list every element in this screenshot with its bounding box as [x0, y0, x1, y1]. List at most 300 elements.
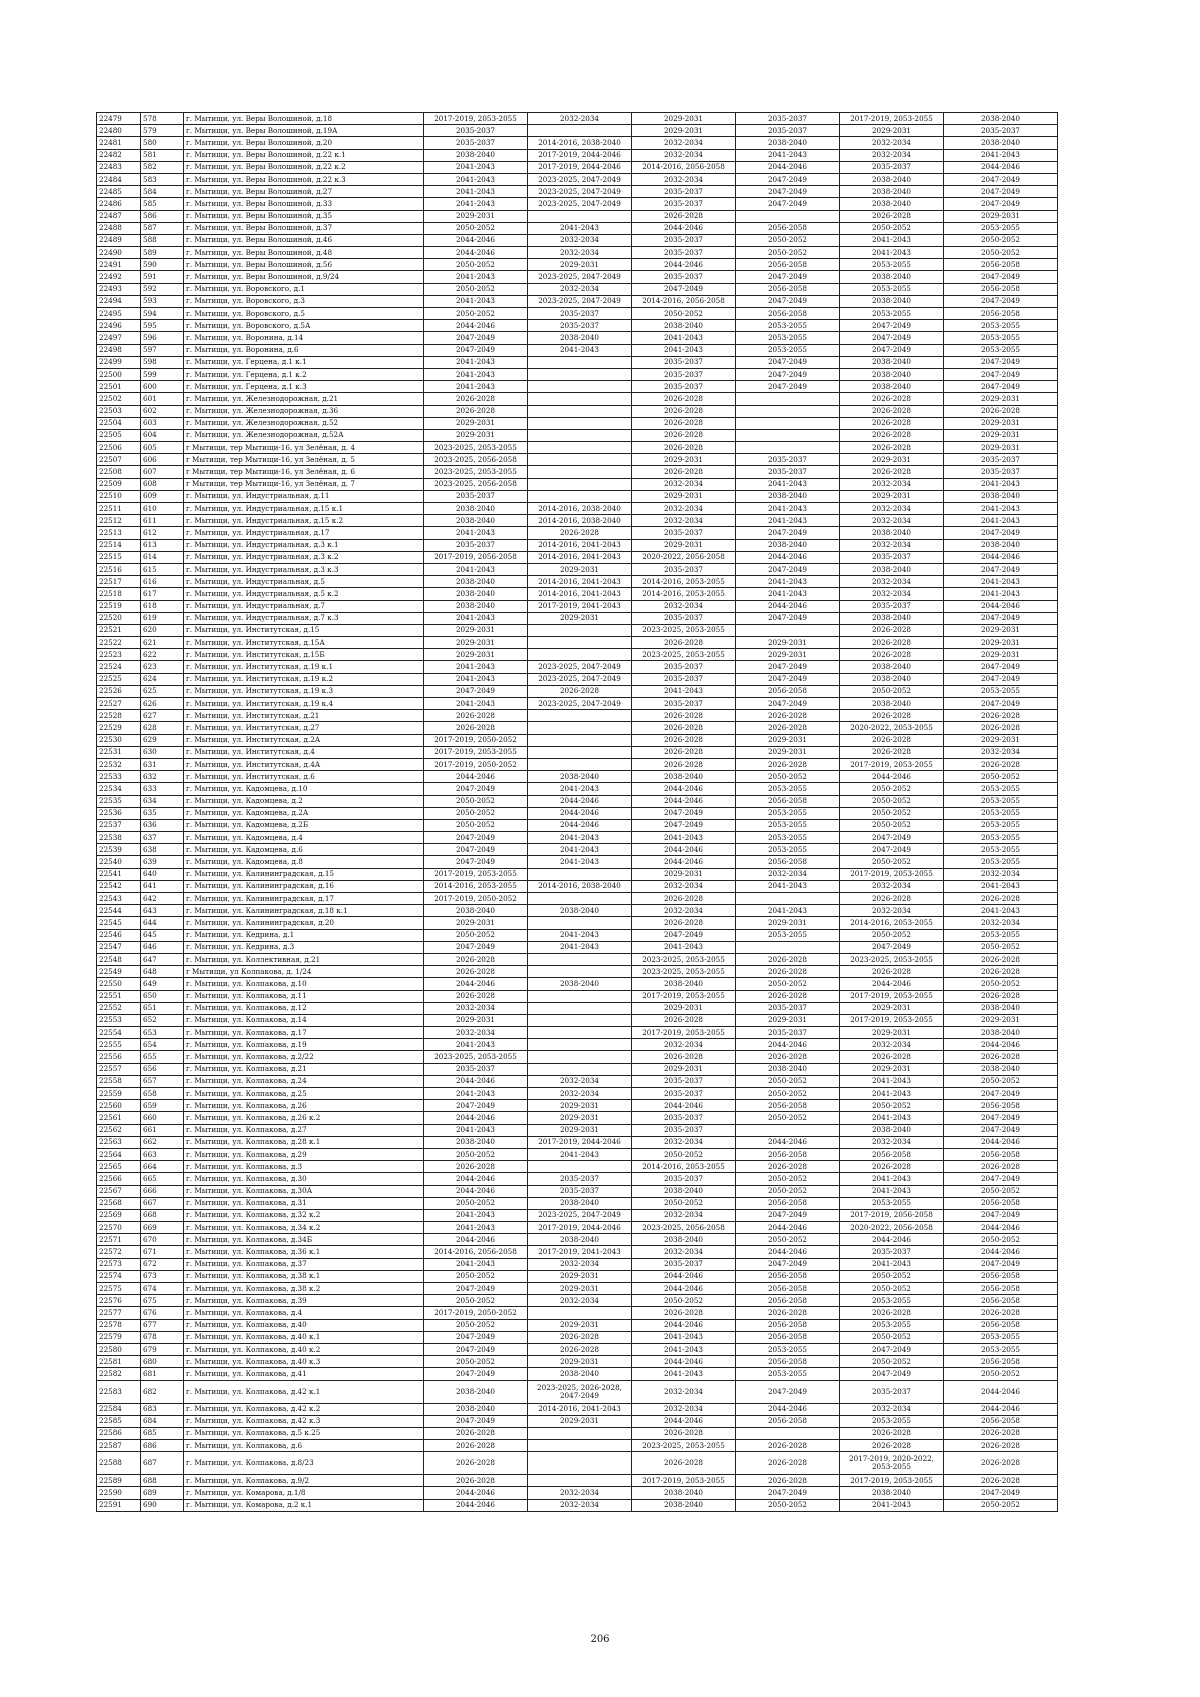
cell-row-number: 22585 — [97, 1415, 141, 1427]
cell-period-col-1: 2014-2016, 2056-2058 — [424, 1246, 528, 1258]
cell-period-col-3: 2026-2028 — [632, 893, 736, 905]
cell-period-col-5: 2038-2040 — [840, 698, 944, 710]
cell-row-number: 22490 — [97, 247, 141, 259]
cell-row-number: 22545 — [97, 917, 141, 929]
cell-row-number: 22586 — [97, 1427, 141, 1439]
cell-period-col-1: 2050-2052 — [424, 819, 528, 831]
cell-address: г. Мытищи, ул. Индустриальная, д.5 — [184, 576, 424, 588]
table-row — [97, 356, 1058, 368]
cell-item-number: 634 — [141, 795, 184, 807]
cell-period-col-1: 2047-2049 — [424, 856, 528, 868]
table-row — [97, 417, 1058, 429]
cell-address: г. Мытищи, ул. Кадомцева, д.2А — [184, 807, 424, 819]
table-row — [97, 917, 1058, 929]
table-row — [97, 1112, 1058, 1124]
cell-period-col-3: 2044-2046 — [632, 856, 736, 868]
cell-period-col-2: 2023-2025, 2047-2049 — [528, 186, 632, 198]
cell-item-number: 580 — [141, 137, 184, 149]
cell-period-col-1: 2026-2028 — [424, 722, 528, 734]
cell-period-col-6: 2056-2058 — [944, 1100, 1058, 1112]
table-row — [97, 807, 1058, 819]
cell-period-col-1: 2014-2016, 2053-2055 — [424, 880, 528, 892]
cell-address: г. Мытищи, ул. Кадомцева, д.2Б — [184, 819, 424, 831]
cell-period-col-4: 2053-2055 — [736, 832, 840, 844]
table-row — [97, 685, 1058, 697]
table-row — [97, 1051, 1058, 1063]
cell-period-col-1: 2017-2019, 2050-2052 — [424, 893, 528, 905]
cell-period-col-1: 2038-2040 — [424, 1380, 528, 1403]
cell-period-col-4: 2047-2049 — [736, 198, 840, 210]
cell-period-col-6: 2047-2049 — [944, 673, 1058, 685]
cell-address: г. Мытищи, ул. Веры Волошиной, д.9/24 — [184, 271, 424, 283]
cell-period-col-2: 2026-2028 — [528, 1343, 632, 1355]
cell-row-number: 22515 — [97, 551, 141, 563]
cell-period-col-5: 2035-2037 — [840, 551, 944, 563]
cell-period-col-5: 2032-2034 — [840, 539, 944, 551]
cell-period-col-3: 2038-2040 — [632, 978, 736, 990]
cell-period-col-3: 2026-2028 — [632, 417, 736, 429]
table-row — [97, 405, 1058, 417]
cell-row-number: 22510 — [97, 490, 141, 502]
table-row — [97, 1283, 1058, 1295]
table-row — [97, 149, 1058, 161]
table-row — [97, 551, 1058, 563]
cell-period-col-2: 2038-2040 — [528, 1234, 632, 1246]
cell-item-number: 625 — [141, 685, 184, 697]
cell-period-col-2: 2038-2040 — [528, 332, 632, 344]
cell-period-col-1: 2041-2043 — [424, 661, 528, 673]
cell-address: г. Мытищи, ул. Калининградская, д.17 — [184, 893, 424, 905]
cell-period-col-6: 2047-2049 — [944, 186, 1058, 198]
table-row — [97, 161, 1058, 173]
cell-item-number: 676 — [141, 1307, 184, 1319]
cell-item-number: 687 — [141, 1452, 184, 1475]
cell-period-col-6: 2047-2049 — [944, 563, 1058, 575]
cell-row-number: 22563 — [97, 1136, 141, 1148]
cell-period-col-2 — [528, 405, 632, 417]
cell-item-number: 686 — [141, 1440, 184, 1452]
cell-period-col-4 — [736, 1427, 840, 1439]
cell-period-col-1: 2041-2043 — [424, 381, 528, 393]
cell-row-number: 22560 — [97, 1100, 141, 1112]
cell-period-col-5: 2053-2055 — [840, 1415, 944, 1427]
cell-period-col-1: 2029-2031 — [424, 417, 528, 429]
cell-period-col-4: 2041-2043 — [736, 478, 840, 490]
cell-period-col-3: 2035-2037 — [632, 673, 736, 685]
cell-address: г. Мытищи, ул. Колпакова, д.39 — [184, 1295, 424, 1307]
cell-period-col-6: 2047-2049 — [944, 1487, 1058, 1499]
cell-period-col-1: 2029-2031 — [424, 637, 528, 649]
cell-row-number: 22579 — [97, 1331, 141, 1343]
cell-period-col-6: 2047-2049 — [944, 271, 1058, 283]
cell-period-col-4: 2053-2055 — [736, 1368, 840, 1380]
cell-period-col-3: 2023-2025, 2053-2055 — [632, 1440, 736, 1452]
cell-period-col-1: 2035-2037 — [424, 539, 528, 551]
cell-period-col-5: 2026-2028 — [840, 966, 944, 978]
cell-period-col-6: 2053-2055 — [944, 332, 1058, 344]
table-row — [97, 454, 1058, 466]
cell-period-col-6: 2047-2049 — [944, 295, 1058, 307]
cell-period-col-6: 2038-2040 — [944, 1027, 1058, 1039]
cell-period-col-1: 2023-2025, 2056-2058 — [424, 478, 528, 490]
cell-address: г Мытищи, ул Колпакова, д. 1/24 — [184, 966, 424, 978]
cell-period-col-5: 2053-2055 — [840, 259, 944, 271]
cell-period-col-4: 2038-2040 — [736, 539, 840, 551]
cell-period-col-1: 2035-2037 — [424, 490, 528, 502]
table-row — [97, 1002, 1058, 1014]
cell-address: г. Мытищи, ул. Индустриальная, д.11 — [184, 490, 424, 502]
table-row — [97, 1319, 1058, 1331]
table-row — [97, 771, 1058, 783]
table-row — [97, 259, 1058, 271]
cell-item-number: 602 — [141, 405, 184, 417]
cell-period-col-6: 2050-2052 — [944, 1185, 1058, 1197]
cell-period-col-5: 2041-2043 — [840, 234, 944, 246]
cell-address: г. Мытищи, ул. Колпакова, д.40 к.3 — [184, 1356, 424, 1368]
cell-row-number: 22547 — [97, 941, 141, 953]
cell-period-col-2: 2041-2043 — [528, 344, 632, 356]
cell-period-col-1: 2017-2019, 2053-2055 — [424, 868, 528, 880]
cell-row-number: 22516 — [97, 563, 141, 575]
cell-period-col-6: 2047-2049 — [944, 381, 1058, 393]
cell-period-col-4: 2026-2028 — [736, 1307, 840, 1319]
cell-period-col-2: 2035-2037 — [528, 308, 632, 320]
cell-address: г. Мытищи, ул. Институтская, д.19 к.2 — [184, 673, 424, 685]
cell-period-col-4: 2053-2055 — [736, 844, 840, 856]
table-row — [97, 1075, 1058, 1087]
cell-row-number: 22575 — [97, 1283, 141, 1295]
cell-period-col-5: 2026-2028 — [840, 1307, 944, 1319]
table-row — [97, 929, 1058, 941]
cell-period-col-4: 2047-2049 — [736, 563, 840, 575]
cell-address: г. Мытищи, ул. Колпакова, д.2/22 — [184, 1051, 424, 1063]
cell-item-number: 629 — [141, 734, 184, 746]
cell-period-col-4 — [736, 210, 840, 222]
cell-period-col-2: 2038-2040 — [528, 771, 632, 783]
cell-address: г. Мытищи, ул. Индустриальная, д.3 к.3 — [184, 563, 424, 575]
cell-period-col-6: 2053-2055 — [944, 222, 1058, 234]
cell-row-number: 22479 — [97, 113, 141, 125]
cell-period-col-5: 2041-2043 — [840, 247, 944, 259]
cell-item-number: 630 — [141, 746, 184, 758]
cell-row-number: 22506 — [97, 442, 141, 454]
cell-period-col-2: 2023-2025, 2026-2028, 2047-2049 — [528, 1380, 632, 1403]
cell-period-col-3: 2041-2043 — [632, 832, 736, 844]
cell-period-col-2 — [528, 868, 632, 880]
cell-period-col-2 — [528, 1307, 632, 1319]
cell-item-number: 588 — [141, 234, 184, 246]
table-row — [97, 271, 1058, 283]
cell-period-col-4: 2047-2049 — [736, 368, 840, 380]
cell-period-col-5: 2026-2028 — [840, 1427, 944, 1439]
cell-address: г. Мытищи, ул. Колпакова, д.10 — [184, 978, 424, 990]
cell-row-number: 22587 — [97, 1440, 141, 1452]
table-row — [97, 332, 1058, 344]
cell-period-col-3: 2044-2046 — [632, 222, 736, 234]
cell-period-col-3: 2032-2034 — [632, 1209, 736, 1221]
table-row — [97, 1487, 1058, 1499]
cell-period-col-4: 2029-2031 — [736, 649, 840, 661]
cell-period-col-6: 2050-2052 — [944, 978, 1058, 990]
table-row — [97, 503, 1058, 515]
cell-period-col-4: 2050-2052 — [736, 247, 840, 259]
cell-period-col-2: 2023-2025, 2047-2049 — [528, 673, 632, 685]
cell-period-col-3: 2023-2025, 2056-2058 — [632, 1222, 736, 1234]
table-row — [97, 198, 1058, 210]
cell-period-col-2 — [528, 1027, 632, 1039]
cell-period-col-5: 2041-2043 — [840, 1258, 944, 1270]
cell-period-col-6: 2056-2058 — [944, 1270, 1058, 1282]
cell-period-col-2: 2044-2046 — [528, 807, 632, 819]
cell-address: г. Мытищи, ул. Кедрина, д.3 — [184, 941, 424, 953]
cell-period-col-1: 2050-2052 — [424, 1356, 528, 1368]
cell-period-col-4: 2047-2049 — [736, 698, 840, 710]
cell-row-number: 22522 — [97, 637, 141, 649]
cell-item-number: 654 — [141, 1039, 184, 1051]
cell-period-col-1: 2044-2046 — [424, 1499, 528, 1511]
cell-period-col-4: 2050-2052 — [736, 1075, 840, 1087]
table-row — [97, 1014, 1058, 1026]
table-row — [97, 320, 1058, 332]
cell-address: г. Мытищи, ул. Кедрина, д.1 — [184, 929, 424, 941]
cell-address: г. Мытищи, ул. Железнодорожная, д.52 — [184, 417, 424, 429]
cell-period-col-3: 2038-2040 — [632, 1499, 736, 1511]
cell-period-col-1: 2047-2049 — [424, 1331, 528, 1343]
cell-period-col-4: 2035-2037 — [736, 454, 840, 466]
cell-period-col-2: 2032-2034 — [528, 1088, 632, 1100]
cell-period-col-5: 2050-2052 — [840, 929, 944, 941]
cell-period-col-3: 2026-2028 — [632, 405, 736, 417]
cell-address: г. Мытищи, ул. Колпакова, д.42 к.3 — [184, 1415, 424, 1427]
table-row — [97, 1356, 1058, 1368]
cell-address: г. Мытищи, ул. Кадомцева, д.4 — [184, 832, 424, 844]
cell-period-col-3: 2044-2046 — [632, 1283, 736, 1295]
cell-item-number: 688 — [141, 1475, 184, 1487]
cell-period-col-5: 2050-2052 — [840, 1283, 944, 1295]
cell-period-col-3: 2026-2028 — [632, 393, 736, 405]
cell-period-col-3: 2032-2034 — [632, 880, 736, 892]
cell-address: г. Мытищи, ул. Герцена, д.1 к.3 — [184, 381, 424, 393]
cell-period-col-4: 2050-2052 — [736, 1173, 840, 1185]
cell-period-col-3: 2026-2028 — [632, 1452, 736, 1475]
cell-period-col-1: 2029-2031 — [424, 917, 528, 929]
cell-period-col-6: 2053-2055 — [944, 819, 1058, 831]
cell-period-col-4: 2026-2028 — [736, 953, 840, 965]
cell-item-number: 650 — [141, 990, 184, 1002]
cell-period-col-1: 2041-2043 — [424, 1039, 528, 1051]
cell-period-col-2: 2038-2040 — [528, 1368, 632, 1380]
cell-period-col-6: 2026-2028 — [944, 953, 1058, 965]
cell-period-col-6: 2029-2031 — [944, 417, 1058, 429]
cell-period-col-1: 2041-2043 — [424, 1258, 528, 1270]
cell-period-col-6: 2056-2058 — [944, 1415, 1058, 1427]
cell-address: г Мытищи, тер Мытищи-16, ул Зелёная, д. 6 — [184, 466, 424, 478]
cell-item-number: 600 — [141, 381, 184, 393]
cell-period-col-2: 2023-2025, 2047-2049 — [528, 271, 632, 283]
cell-row-number: 22536 — [97, 807, 141, 819]
cell-period-col-5: 2032-2034 — [840, 478, 944, 490]
cell-period-col-3: 2026-2028 — [632, 1014, 736, 1026]
cell-period-col-1: 2017-2019, 2050-2052 — [424, 1307, 528, 1319]
cell-period-col-6: 2044-2046 — [944, 1222, 1058, 1234]
table-row — [97, 1403, 1058, 1415]
cell-period-col-5: 2038-2040 — [840, 673, 944, 685]
cell-address: г. Мытищи, ул. Колпакова, д.31 — [184, 1197, 424, 1209]
table-row — [97, 844, 1058, 856]
cell-period-col-5: 2026-2028 — [840, 649, 944, 661]
cell-row-number: 22519 — [97, 600, 141, 612]
cell-item-number: 665 — [141, 1173, 184, 1185]
cell-period-col-2: 2029-2031 — [528, 1112, 632, 1124]
cell-row-number: 22498 — [97, 344, 141, 356]
table-row — [97, 1088, 1058, 1100]
cell-period-col-5: 2038-2040 — [840, 1487, 944, 1499]
cell-period-col-6: 2050-2052 — [944, 1368, 1058, 1380]
cell-address: г. Мытищи, ул. Институтская, д.2А — [184, 734, 424, 746]
cell-address: г. Мытищи, ул. Колпакова, д.4 — [184, 1307, 424, 1319]
cell-row-number: 22497 — [97, 332, 141, 344]
cell-period-col-5: 2038-2040 — [840, 295, 944, 307]
cell-period-col-5: 2044-2046 — [840, 978, 944, 990]
cell-row-number: 22589 — [97, 1475, 141, 1487]
cell-address: г. Мытищи, ул. Колпакова, д.5 к.25 — [184, 1427, 424, 1439]
cell-period-col-5: 2032-2034 — [840, 1403, 944, 1415]
cell-period-col-2: 2044-2046 — [528, 795, 632, 807]
cell-period-col-6: 2047-2049 — [944, 1088, 1058, 1100]
table-row — [97, 734, 1058, 746]
cell-period-col-6: 2053-2055 — [944, 320, 1058, 332]
cell-period-col-2: 2017-2019, 2044-2046 — [528, 1136, 632, 1148]
cell-period-col-4: 2056-2058 — [736, 1100, 840, 1112]
cell-period-col-2: 2032-2034 — [528, 283, 632, 295]
cell-row-number: 22508 — [97, 466, 141, 478]
cell-item-number: 681 — [141, 1368, 184, 1380]
cell-period-col-1: 2044-2046 — [424, 1112, 528, 1124]
table-row — [97, 783, 1058, 795]
cell-item-number: 619 — [141, 612, 184, 624]
cell-period-col-6: 2050-2052 — [944, 234, 1058, 246]
cell-item-number: 586 — [141, 210, 184, 222]
cell-item-number: 624 — [141, 673, 184, 685]
cell-period-col-6: 2038-2040 — [944, 113, 1058, 125]
table-row — [97, 941, 1058, 953]
cell-period-col-5: 2038-2040 — [840, 381, 944, 393]
cell-row-number: 22550 — [97, 978, 141, 990]
cell-period-col-2 — [528, 758, 632, 770]
cell-period-col-2: 2035-2037 — [528, 1185, 632, 1197]
cell-period-col-6: 2053-2055 — [944, 783, 1058, 795]
cell-item-number: 583 — [141, 173, 184, 185]
cell-address: г. Мытищи, ул. Калининградская, д.16 — [184, 880, 424, 892]
cell-row-number: 22541 — [97, 868, 141, 880]
cell-period-col-2 — [528, 356, 632, 368]
cell-period-col-6: 2041-2043 — [944, 905, 1058, 917]
cell-period-col-1: 2050-2052 — [424, 1295, 528, 1307]
cell-period-col-1: 2047-2049 — [424, 941, 528, 953]
cell-period-col-6: 2032-2034 — [944, 917, 1058, 929]
cell-period-col-4: 2056-2058 — [736, 283, 840, 295]
cell-period-col-6: 2029-2031 — [944, 624, 1058, 636]
table-row — [97, 527, 1058, 539]
cell-period-col-1: 2041-2043 — [424, 186, 528, 198]
table-row — [97, 893, 1058, 905]
cell-period-col-1: 2029-2031 — [424, 624, 528, 636]
cell-period-col-2: 2023-2025, 2047-2049 — [528, 1209, 632, 1221]
cell-period-col-4: 2044-2046 — [736, 161, 840, 173]
cell-item-number: 620 — [141, 624, 184, 636]
cell-period-col-6: 2038-2040 — [944, 539, 1058, 551]
cell-item-number: 663 — [141, 1148, 184, 1160]
cell-period-col-1: 2029-2031 — [424, 429, 528, 441]
cell-period-col-3: 2035-2037 — [632, 1088, 736, 1100]
cell-row-number: 22494 — [97, 295, 141, 307]
table-row — [97, 186, 1058, 198]
cell-address: г. Мытищи, ул. Калининградская, д.18 к.1 — [184, 905, 424, 917]
cell-item-number: 636 — [141, 819, 184, 831]
cell-item-number: 609 — [141, 490, 184, 502]
cell-period-col-3: 2041-2043 — [632, 1343, 736, 1355]
cell-period-col-4: 2041-2043 — [736, 905, 840, 917]
cell-address: г. Мытищи, ул. Колпакова, д.14 — [184, 1014, 424, 1026]
cell-period-col-6: 2053-2055 — [944, 844, 1058, 856]
schedule-table — [96, 112, 1058, 1512]
cell-period-col-6: 2026-2028 — [944, 990, 1058, 1002]
cell-period-col-4: 2050-2052 — [736, 1234, 840, 1246]
cell-period-col-5: 2032-2034 — [840, 515, 944, 527]
cell-period-col-5: 2026-2028 — [840, 893, 944, 905]
cell-period-col-2: 2023-2025, 2047-2049 — [528, 198, 632, 210]
cell-period-col-2 — [528, 442, 632, 454]
cell-row-number: 22571 — [97, 1234, 141, 1246]
cell-period-col-3: 2035-2037 — [632, 368, 736, 380]
cell-period-col-5: 2032-2034 — [840, 905, 944, 917]
cell-period-col-6: 2026-2028 — [944, 1427, 1058, 1439]
cell-period-col-6: 2041-2043 — [944, 478, 1058, 490]
cell-row-number: 22492 — [97, 271, 141, 283]
cell-period-col-2 — [528, 429, 632, 441]
cell-period-col-6: 2056-2058 — [944, 1148, 1058, 1160]
table-row — [97, 1136, 1058, 1148]
cell-period-col-6: 2056-2058 — [944, 1295, 1058, 1307]
cell-period-col-2: 2017-2019, 2044-2046 — [528, 149, 632, 161]
cell-period-col-5: 2026-2028 — [840, 466, 944, 478]
cell-row-number: 22491 — [97, 259, 141, 271]
cell-row-number: 22504 — [97, 417, 141, 429]
table-row — [97, 953, 1058, 965]
cell-period-col-2: 2023-2025, 2047-2049 — [528, 173, 632, 185]
cell-row-number: 22580 — [97, 1343, 141, 1355]
cell-address: г. Мытищи, ул. Веры Волошиной, д.22 к.3 — [184, 173, 424, 185]
cell-period-col-2: 2041-2043 — [528, 1148, 632, 1160]
cell-period-col-5: 2026-2028 — [840, 405, 944, 417]
cell-period-col-4: 2029-2031 — [736, 637, 840, 649]
cell-item-number: 614 — [141, 551, 184, 563]
cell-period-col-1: 2017-2019, 2056-2058 — [424, 551, 528, 563]
cell-period-col-5: 2026-2028 — [840, 1051, 944, 1063]
cell-item-number: 610 — [141, 503, 184, 515]
cell-period-col-5: 2050-2052 — [840, 685, 944, 697]
cell-period-col-3: 2026-2028 — [632, 466, 736, 478]
cell-period-col-2: 2014-2016, 2038-2040 — [528, 880, 632, 892]
cell-period-col-2: 2026-2028 — [528, 685, 632, 697]
cell-period-col-6: 2053-2055 — [944, 344, 1058, 356]
cell-period-col-3: 2047-2049 — [632, 807, 736, 819]
table-row — [97, 661, 1058, 673]
cell-period-col-1: 2038-2040 — [424, 1403, 528, 1415]
cell-item-number: 648 — [141, 966, 184, 978]
cell-address: г. Мытищи, ул. Колпакова, д.30 — [184, 1173, 424, 1185]
cell-period-col-4: 2026-2028 — [736, 1475, 840, 1487]
